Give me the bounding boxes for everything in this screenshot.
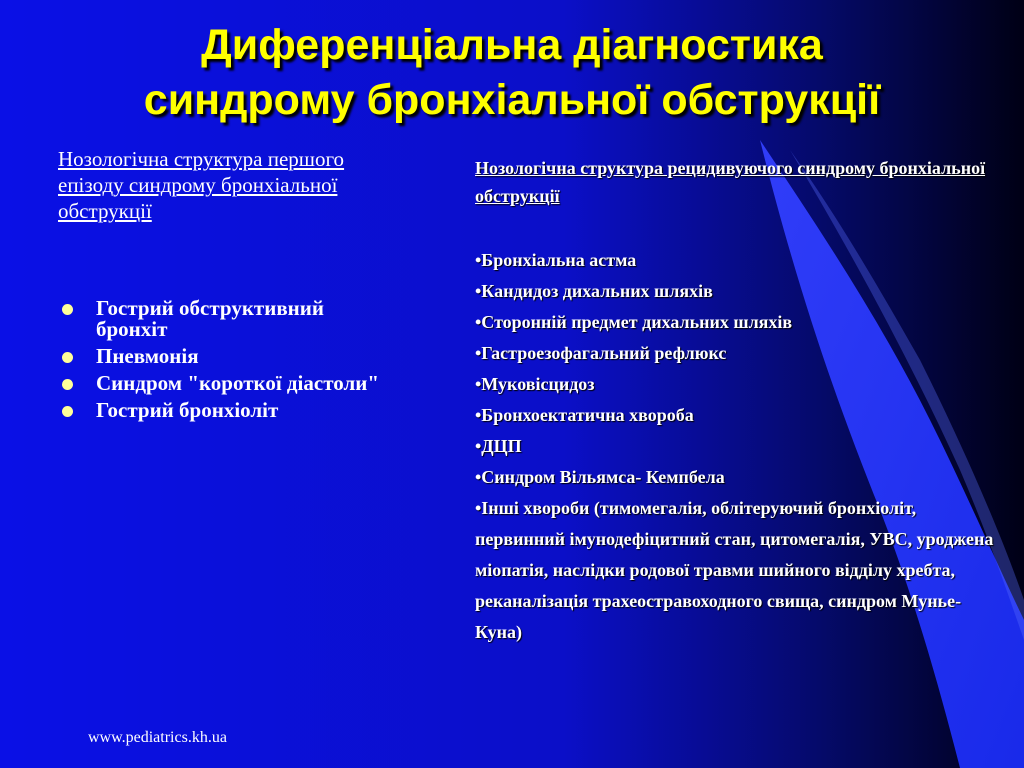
right-column-heading: Нозологічна структура рецидивуючого синдрому бронхіальної обструкції xyxy=(475,158,986,206)
list-item: •Кандидоз дихальних шляхів xyxy=(475,281,713,301)
list-item xyxy=(60,298,380,340)
list-item: •Сторонній предмет дихальних шляхів xyxy=(475,312,793,332)
list-item: •Інші хвороби (тимомегалія, облітеруючий бронхіоліт, первинний імунодефіцитний стан, цитомегалія, УВС, уроджена міопатія, наслідки родової травми шийного відділу хребта, реканалізація трахеостравоходного свища, синдром Мунье- Куна) xyxy=(475,498,994,642)
title-line-2: синдрому бронхіальної обструкції xyxy=(143,76,881,124)
list-item-label: Пневмонія xyxy=(96,344,199,368)
list-item-label: Гострий обструктивний бронхіт xyxy=(96,296,324,341)
footer-url: www.pediatrics.kh.ua xyxy=(88,729,227,746)
bullet-icon xyxy=(62,304,73,315)
list-item xyxy=(60,373,380,394)
left-column-heading: Нозологічна структура першого епізоду синдрому бронхіальної обструкції xyxy=(58,147,345,223)
list-item xyxy=(60,400,380,421)
list-item-label: Гострий бронхіоліт xyxy=(96,398,279,422)
list-item: •Бронхіальна астма xyxy=(475,250,637,270)
title-line-1: Диференціальна діагностика xyxy=(201,21,823,69)
list-item-label: Синдром "короткої діастоли" xyxy=(96,371,380,395)
list-item: •Синдром Вільямса- Кемпбела xyxy=(475,467,725,487)
bullet-icon xyxy=(62,352,73,363)
list-item xyxy=(60,346,380,367)
slide-title xyxy=(0,18,1024,128)
bullet-icon xyxy=(62,379,73,390)
bullet-icon xyxy=(62,406,73,417)
list-item: •Муковісцидоз xyxy=(475,374,595,394)
right-column-list xyxy=(475,245,1005,648)
list-item: •Бронхоектатична хвороба xyxy=(475,405,694,425)
left-column-list xyxy=(60,298,380,427)
list-item: •ДЦП xyxy=(475,436,522,456)
list-item: •Гастроезофагальний рефлюкс xyxy=(475,343,727,363)
